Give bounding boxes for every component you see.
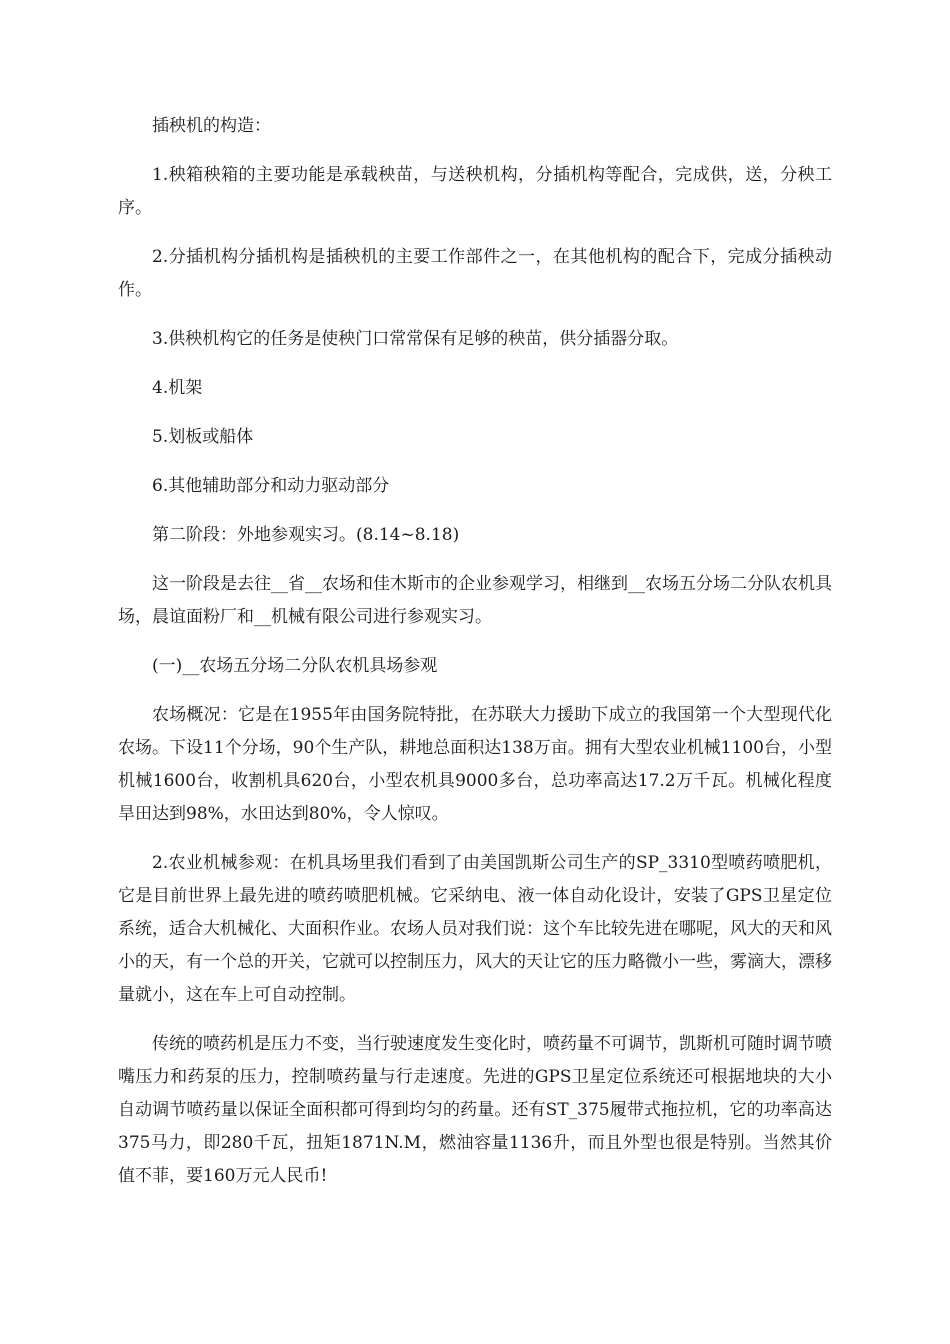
paragraph-stage-two-heading: 第二阶段：外地参观实习。(8.14~8.18) — [152, 525, 460, 545]
paragraph-float-board: 5.划板或船体 — [152, 427, 254, 447]
paragraph-section-one-heading: (一)__农场五分场二分队农机具场参观 — [152, 656, 438, 676]
paragraph-traditional-sprayer: 传统的喷药机是压力不变，当行驶速度发生变化时，喷药量不可调节，凯斯机可随时调节喷嘴压力和药泵的压力，控制喷药量与行走速度。先进的GPS卫星定位系统还可根据地块的大小自动调节喷药量以保证全面积都可得到均匀的药量。还有ST_375履带式拖拉机，它的功率高达375马力，即280千瓦，扭矩1871N.M，燃油容量1136升，而且外型也很是特别。当然其价值不菲，要160万元人民币! — [118, 1034, 832, 1186]
paragraph-transplanting-mechanism: 2.分插机构分插机构是插秧机的主要工作部件之一，在其他机构的配合下，完成分插秧动作。 — [118, 247, 832, 300]
paragraph-feeding-mechanism: 3.供秧机构它的任务是使秧门口常常保有足够的秧苗，供分插器分取。 — [152, 329, 679, 349]
paragraph-seedling-box: 1.秧箱秧箱的主要功能是承载秧苗，与送秧机构，分插机构等配合，完成供，送，分秧工序。 — [118, 165, 832, 218]
paragraph-farm-overview: 农场概况：它是在1955年由国务院特批，在苏联大力援助下成立的我国第一个大型现代化农场。下设11个分场，90个生产队，耕地总面积达138万亩。拥有大型农业机械1100台，小型机械1600台，收割机具620台，小型农机具9000多台，总功率高达17.2万千瓦。机械化程度旱田达到98%，水田达到80%，令人惊叹。 — [118, 705, 832, 824]
paragraph-machinery-visit: 2.农业机械参观：在机具场里我们看到了由美国凯斯公司生产的SP_3310型喷药喷肥机，它是目前世界上最先进的喷药喷肥机械。它采纳电、液一体自动化设计，安装了GPS卫星定位系统，适合大机械化、大面积作业。农场人员对我们说：这个车比较先进在哪呢，风大的天和风小的天，有一个总的开关，它就可以控制压力，风大的天让它的压力略微小一些，雾滴大，漂移量就小，这在车上可自动控制。 — [118, 853, 832, 1005]
paragraph-stage-two-intro: 这一阶段是去往__省__农场和佳木斯市的企业参观学习，相继到__农场五分场二分队农机具场，晨谊面粉厂和__机械有限公司进行参观实习。 — [118, 574, 832, 627]
paragraph-auxiliary-parts: 6.其他辅助部分和动力驱动部分 — [152, 476, 390, 496]
paragraph-structure-heading: 插秧机的构造： — [152, 116, 271, 136]
document-page — [118, 110, 832, 1209]
paragraph-frame: 4.机架 — [152, 378, 203, 398]
